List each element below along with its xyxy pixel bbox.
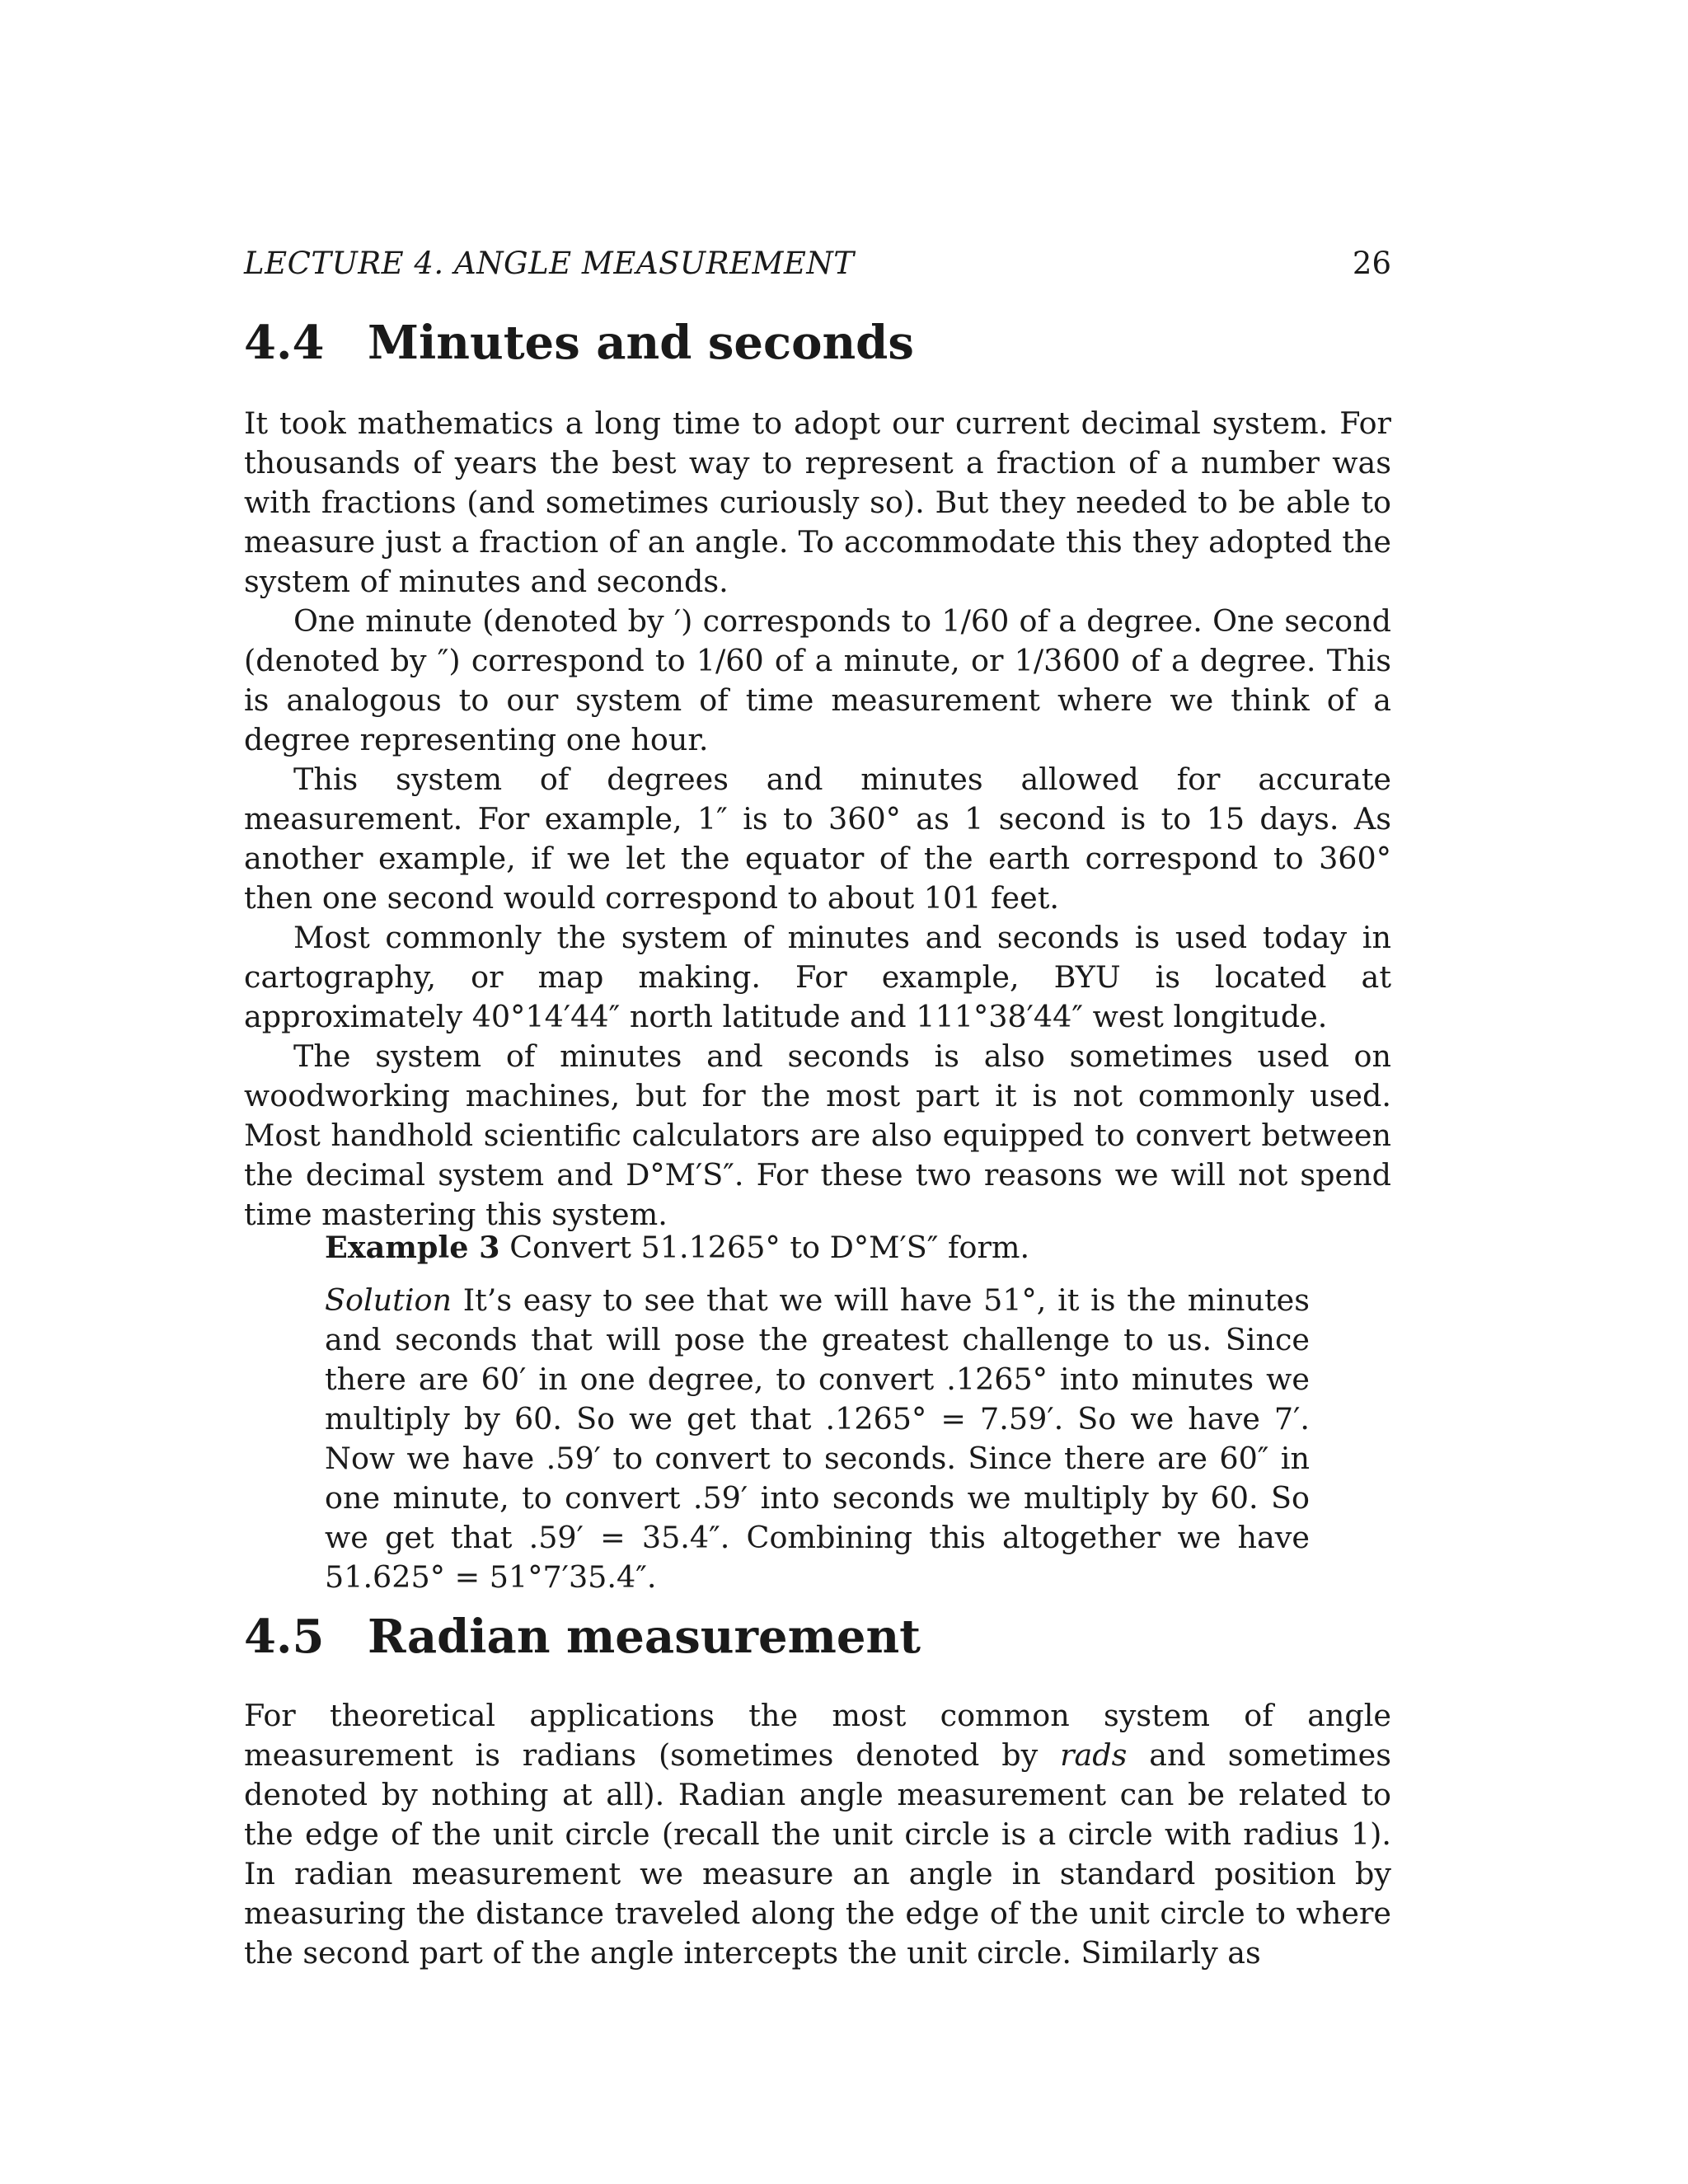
example-text: Convert 51.1265° to D°M′S″ form. <box>509 1230 1030 1265</box>
section-heading-4-4 <box>244 313 914 373</box>
section-4-4-body <box>244 404 1391 1235</box>
paragraph: It took mathematics a long time to adopt our current decimal system. For thousands of years the best way to represent a fraction of a number was with fractions (and sometimes curiously so). But they needed to be able to measure just a fraction of an angle. To accommodate this they adopted the system of minutes and seconds. <box>244 405 1391 599</box>
solution-text: It’s easy to see that we will have 51°, it is the minutes and seconds that will pose the greatest challenge to us. Since there are 60′ in one degree, to convert .1265° into minutes we multiply by 60. So we get that .1265° = 7.59′. So we have 7′. Now we have .59′ to convert to seconds. Since there are 60″ in one minute, to convert .59′ into seconds we multiply by 60. So we get that .59′ = 35.4″. Combining this altogether we have 51.625° = 51°7′35.4″. <box>325 1282 1310 1595</box>
section-heading-4-5 <box>244 1607 921 1666</box>
running-title: LECTURE 4. ANGLE MEASUREMENT <box>244 246 855 281</box>
page-number: 26 <box>1352 246 1391 281</box>
example-3 <box>325 1228 1310 1597</box>
section-4-5-body <box>244 1696 1391 1973</box>
paragraph: The system of minutes and seconds is also sometimes used on woodworking machines, but for the most part it is not commonly used. Most handhold scientific calculators are also equipped to convert between the decimal system and D°M′S″. For these two reasons we will not spend time mastering this system. <box>244 1038 1391 1232</box>
paragraph: Most commonly the system of minutes and seconds is used today in cartography, or map making. For example, BYU is located at approximately 40°14′44″ north latitude and 111°38′44″ west longitude. <box>244 920 1391 1034</box>
paragraph: This system of degrees and minutes allowed for accurate measurement. For example, 1″ is to 360° as 1 second is to 15 days. As another example, if we let the equator of the earth correspond to 360° then one second would correspond to about 101 feet. <box>244 762 1391 916</box>
italic-term: rads <box>1060 1737 1128 1773</box>
paragraph-text: and sometimes denoted by nothing at all). Radian angle measurement can be related to the edge of the unit circle (recall the unit circle is a circle with radius 1). In radian measurement we measure an angle in standard position by measuring the distance traveled along the edge of the unit circle to where the second part of the angle intercepts the unit circle. Similarly as <box>244 1737 1392 1971</box>
section-title: Radian measurement <box>368 1610 921 1664</box>
example-label: Example 3 <box>325 1230 500 1265</box>
running-header <box>244 244 1391 284</box>
example-solution <box>325 1281 1310 1597</box>
solution-label: Solution <box>325 1282 452 1318</box>
section-title: Minutes and seconds <box>368 316 914 370</box>
section-number: 4.4 <box>244 316 325 370</box>
paragraph: One minute (denoted by ′) corresponds to 1/60 of a degree. One second (denoted by ″) correspond to 1/60 of a minute, or 1/3600 of a degree. This is analogous to our system of time measurement where we think of a degree representing one hour. <box>244 603 1391 757</box>
paragraph <box>244 1696 1391 1973</box>
paragraph-text: For theoretical applications the most common system of angle measurement is radians (sometimes denoted by <box>244 1698 1391 1773</box>
example-statement <box>325 1228 1310 1268</box>
section-number: 4.5 <box>244 1610 325 1664</box>
